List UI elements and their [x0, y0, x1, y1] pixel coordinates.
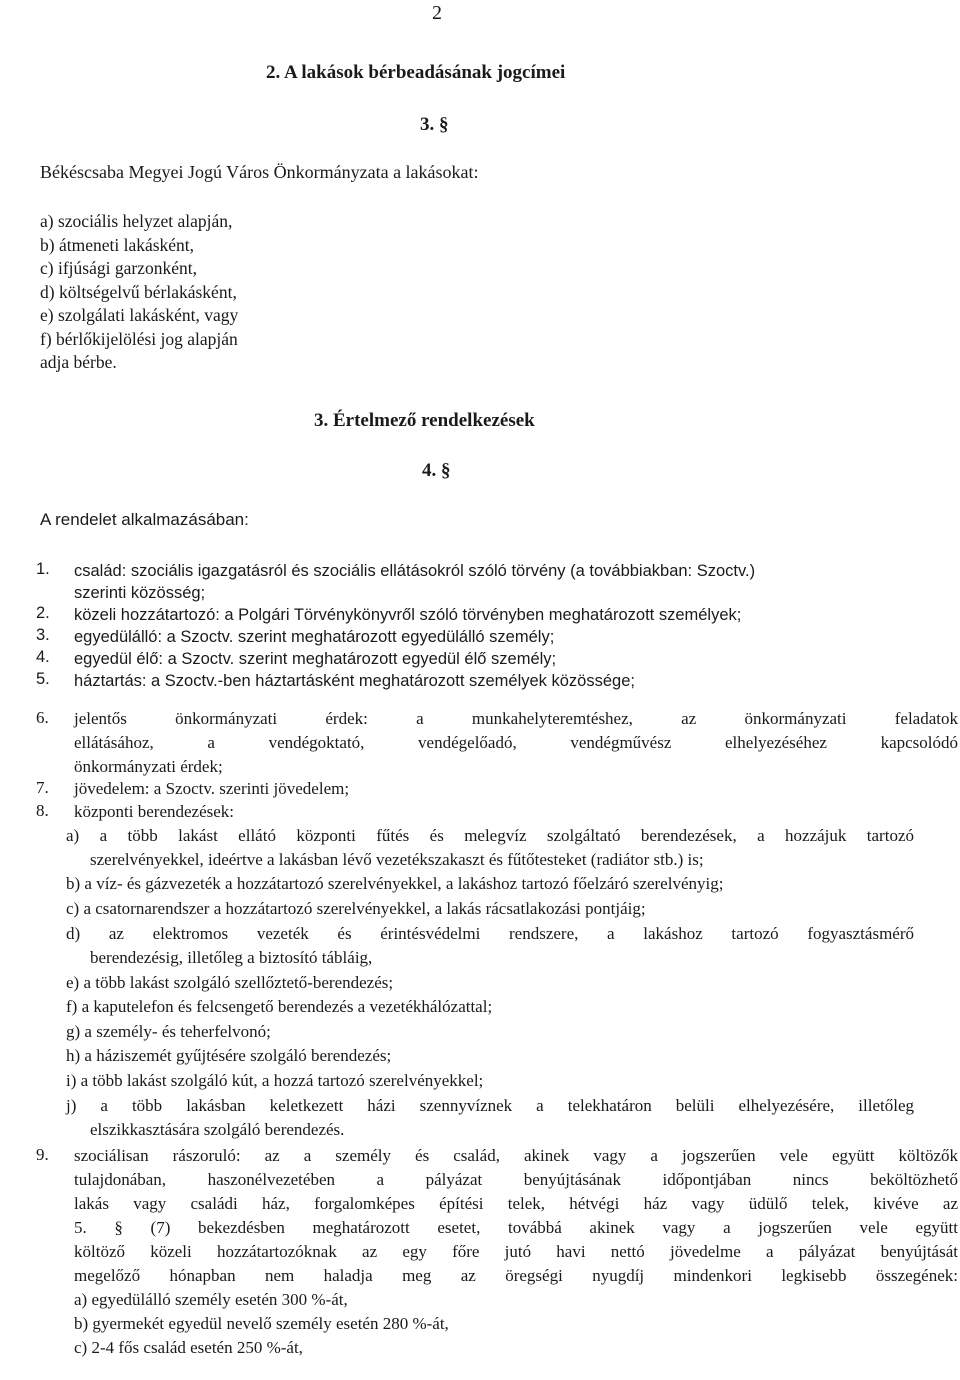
definition-4: 4. egyedül élő: a Szoctv. szerint meghatározott egyedül élő személy; [36, 648, 557, 668]
list-item: i) a több lakást szolgáló kút, a hozzá tartozó szerelvényekkel; [66, 1071, 484, 1090]
list-item: a) szociális helyzet alapján, [40, 211, 233, 231]
definitions-block [36, 560, 926, 693]
list-item: c) ifjúsági garzonként, [40, 258, 197, 278]
list-item: h) a háziszemét gyűjtésére szolgáló berendezés; [66, 1046, 392, 1065]
list-item: b) átmeneti lakásként, [40, 234, 195, 255]
list-item: a) egyedülálló személy esetén 300 %-át, [74, 1290, 348, 1309]
list-item: f) bérlőkijelölési jog alapján [40, 328, 238, 349]
letter-list [40, 210, 238, 375]
chapter-title: 2. A lakások bérbeadásának jogcímei [266, 62, 566, 83]
list-item: b) gyermekét egyedül nevelő személy esetén 280 %-át, [74, 1314, 449, 1333]
definition-9-number: 9. [36, 1145, 49, 1164]
list-item: j) a több lakásban keletkezett házi szennyvíznek a telekhatáron belüli elhelyezésére, illetőleg [66, 1096, 914, 1115]
definitions-block-2 [36, 708, 958, 1365]
definition-6: 6. jelentős önkormányzati érdek: a munkahelyteremtéshez, az önkormányzati feladatok ellátásához, a vendégoktató, vendégelőadó, vendégművész elhelyezéséhez kapcsolódó önkormányzati érdek; [36, 708, 958, 776]
list-item: e) szolgálati lakásként, vagy [40, 305, 239, 325]
list-item: c) a csatornarendszer a hozzátartozó szerelvényekkel, a lakás rácsatlakozási pontjáig; [66, 899, 646, 918]
list-item: c) 2-4 fős család esetén 250 %-át, [74, 1338, 303, 1357]
page-number: 2 [432, 2, 442, 24]
list-item: adja bérbe. [40, 352, 117, 372]
intro-paragraph: Békéscsaba Megyei Jogú Város Önkormányzata a lakásokat: [40, 162, 479, 182]
list-item: g) a személy- és teherfelvonó; [66, 1022, 271, 1041]
list-item: e) a több lakást szolgáló szellőztető-berendezés; [66, 973, 394, 992]
list-item: d) költségelvű bérlakásként, [40, 281, 237, 302]
section-4-heading: 4. § [422, 460, 451, 481]
definition-9-line: szociálisan rászoruló: az a személy és család, akinek vagy a jogszerűen vele együtt költözők [74, 1146, 958, 1165]
list-item: b) a víz- és gázvezeték a hozzátartozó szerelvényekkel, a lakáshoz tartozó főelzáró szerelvényig; [66, 874, 724, 893]
list-item: f) a kaputelefon és felcsengető berendezés a vezetékhálózattal; [66, 997, 493, 1016]
chapter-3-title: 3. Értelmező rendelkezések [314, 410, 535, 431]
definition-1: 1. család: szociális igazgatásról és szociális ellátásokról szóló törvény (a továbbiakban: Szoctv.) szerinti közösség; [36, 560, 756, 602]
preamble: A rendelet alkalmazásában: [40, 510, 249, 529]
definition-5: 5. háztartás: a Szoctv.-ben háztartásként meghatározott személyek közössége; [36, 670, 635, 690]
definition-8-sublist: a) a több lakást ellátó központi fűtés és melegvíz szolgáltató berendezések, a hozzájuk tartozó szerelvényekkel, ideértve a lakásban lévő vezetékszakaszt és fűtőtesteket (radiátor stb.) is; b) a víz- és gázvezeték a hozzátartozó szerelvényekkel, a lakáshoz tartozó főelzáró szerelvényig; c) a csatornarendszer a hozzátartozó szerelvényekkel, a lakás rácsatlakozási pontjáig; d) az elektromos vezeték és érintésvédelmi rendszere, a lakáshoz tartozó fogyasztásmérő berendezésig, illetőleg a biztosító tábláig, e) a több lakást szolgáló szellőztető-berendezés; f) a kaputelefon és felcsengető berendezés a vezetékhálózattal; g) a személy- és teherfelvonó; h) a háziszemét gyűjtésére szolgáló berendezés; i) a több lakást szolgáló kút, a hozzá tartozó szerelvényekkel; j) a több lakásban keletkezett házi szennyvíznek a telekhatáron belüli elhelyezésére, illetőleg elszikkasztására szolgáló berendezés. 9. szociálisan rászoruló: az a személy és család, akinek vagy a jogszerűen vele együtt költözők tulajdonában, haszonélvezetében a pályázat benyújtásának időpontjában nincs beköltözhető lakás vagy családi ház, forgalomképes építési telek, hétvégi ház vagy üdülő telek, kivéve az 5. § (7) bekezdésben meghatározott esetet, továbbá akinek vagy a jogszerűen vele együtt költöző közeli hozzátartozóknak az egy főre jutó havi nettó jövedelme a pályázat benyújtását megelőző hónapban nem haladja meg az öregségi nyugdíj mindenkori legkisebb összegének: a) egyedülálló személy esetén 300 %-át, b) gyermekét egyedül nevelő személy esetén 280 %-át, c) 2-4 fős család esetén 250 %-át, [36, 826, 958, 1357]
definition-3: 3. egyedülálló: a Szoctv. szerint meghatározott egyedülálló személy; [36, 626, 555, 646]
section-3-heading: 3. § [420, 114, 449, 135]
list-item: a) a több lakást ellátó központi fűtés és melegvíz szolgáltató berendezések, a hozzájuk tartozó [66, 826, 914, 845]
definition-8: 8. központi berendezések: [36, 801, 235, 821]
list-item: d) az elektromos vezeték és érintésvédelmi rendszere, a lakáshoz tartozó fogyasztásmérő [66, 924, 914, 943]
definition-2: 2. közeli hozzátartozó: a Polgári Törvénykönyvről szóló törvényben meghatározott személyek; [36, 604, 742, 624]
definition-7: 7. jövedelem: a Szoctv. szerinti jövedelem; [36, 778, 350, 798]
